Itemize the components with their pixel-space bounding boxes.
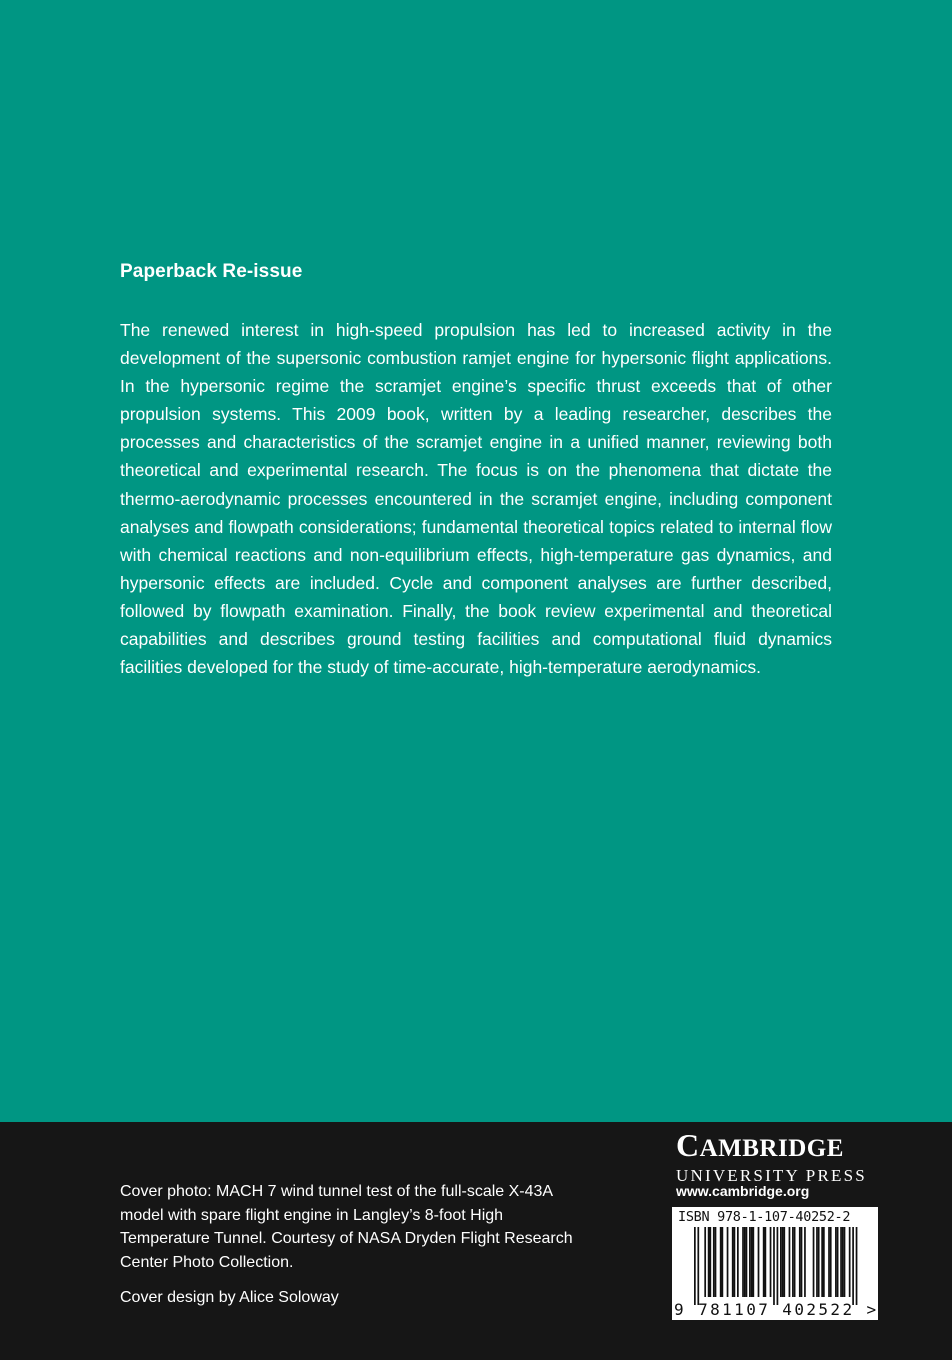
barcode-bar bbox=[751, 1227, 753, 1297]
barcode-bar bbox=[697, 1227, 699, 1305]
barcode-bar bbox=[789, 1227, 791, 1297]
book-description: The renewed interest in high-speed propulsion has led to increased activity in the development of the supersonic combustion ramjet engine for hypersonic flight applications. In the hypersonic regime the scramjet engine’s specific thrust exceeds that of other propulsion systems. This 2009 book, written by a leading researcher, describes the processes and characteristics of the scramjet engine in a unified manner, reviewing both theoretical and experimental research. The focus is on the phenomena that dictate the thermo-aerodynamic processes encountered in the scramjet engine, including component analyses and flowpath considerations; fundamental theoretical topics related to internal flow with chemical reactions and non-equilibrium effects, high-temperature gas dynamics, and hypersonic effects are included. Cycle and component analyses are further described, followed by flowpath examination. Finally, the book review experimental and theoretical capabilities and describes ground testing facilities and computational fluid dynamics facilities developed for the study of time-accurate, high-temperature aerodynamics. bbox=[120, 320, 832, 678]
publisher-logo bbox=[676, 1128, 878, 1186]
barcode-bar bbox=[794, 1227, 796, 1297]
barcode-bar bbox=[704, 1227, 706, 1297]
barcode-bar bbox=[782, 1227, 784, 1297]
barcode-bar bbox=[694, 1227, 696, 1305]
barcode-bar bbox=[783, 1227, 785, 1297]
barcode-bar bbox=[837, 1227, 839, 1297]
isbn-label: ISBN 978-1-107-40252-2 bbox=[678, 1209, 851, 1225]
cover-photo-credit: Cover photo: MACH 7 wind tunnel test of the full-scale X-43A model with spare flight engine in Langley’s 8-foot High Temperature Tunnel. Courtesy of NASA Dryden Flight Research Center Photo Collection. bbox=[120, 1183, 573, 1271]
barcode-bar bbox=[744, 1227, 746, 1297]
barcode-digits: 9 781107 402522 > bbox=[674, 1300, 879, 1319]
barcode-bar bbox=[835, 1227, 837, 1297]
barcode-bar bbox=[758, 1227, 760, 1297]
barcode-bar bbox=[708, 1227, 710, 1297]
barcode-bar bbox=[844, 1227, 846, 1297]
publisher-name-rest: AMBRIDGE bbox=[699, 1135, 844, 1162]
barcode-bar bbox=[816, 1227, 818, 1297]
barcode-bar bbox=[727, 1227, 729, 1297]
barcode-bar bbox=[852, 1227, 854, 1305]
barcode-bar bbox=[804, 1227, 806, 1297]
barcode-bar bbox=[773, 1227, 775, 1305]
barcode-bar bbox=[830, 1227, 832, 1297]
barcode-bar bbox=[799, 1227, 801, 1297]
barcode-bar bbox=[801, 1227, 803, 1297]
barcode-bar bbox=[715, 1227, 717, 1297]
barcode-bar bbox=[752, 1227, 754, 1297]
barcode-bar bbox=[840, 1227, 842, 1297]
reissue-heading: Paperback Re-issue bbox=[120, 261, 303, 282]
barcode-bar bbox=[842, 1227, 844, 1297]
barcode-bar bbox=[765, 1227, 767, 1297]
barcode-bar bbox=[737, 1227, 739, 1297]
barcode-bar bbox=[777, 1227, 779, 1305]
barcode-bar bbox=[856, 1227, 858, 1305]
barcode-bar bbox=[770, 1227, 772, 1297]
barcode-bar bbox=[746, 1227, 748, 1297]
barcode-bar bbox=[734, 1227, 736, 1297]
barcode-bar bbox=[732, 1227, 734, 1297]
barcode-bar bbox=[849, 1227, 851, 1297]
cover-design-credit: Cover design by Alice Soloway bbox=[120, 1289, 339, 1306]
publisher-subline: UNIVERSITY PRESS bbox=[676, 1166, 867, 1185]
barcode-bar bbox=[749, 1227, 751, 1297]
barcode-bar bbox=[709, 1227, 711, 1297]
publisher-url: www.cambridge.org bbox=[676, 1183, 810, 1199]
barcode-bar bbox=[742, 1227, 744, 1297]
barcode-bar bbox=[792, 1227, 794, 1297]
barcode-bar bbox=[818, 1227, 820, 1297]
isbn-barcode bbox=[672, 1207, 878, 1320]
publisher-name bbox=[676, 1128, 878, 1166]
barcode-bar bbox=[823, 1227, 825, 1297]
barcode-bar bbox=[813, 1227, 815, 1297]
barcode-bar bbox=[720, 1227, 722, 1297]
barcode-bar bbox=[763, 1227, 765, 1297]
barcode-bar bbox=[828, 1227, 830, 1297]
barcode-bar bbox=[821, 1227, 823, 1297]
publisher-name-initial: C bbox=[676, 1127, 700, 1163]
barcode-bar bbox=[780, 1227, 782, 1297]
barcode-bar bbox=[722, 1227, 724, 1297]
barcode-bar bbox=[713, 1227, 715, 1297]
